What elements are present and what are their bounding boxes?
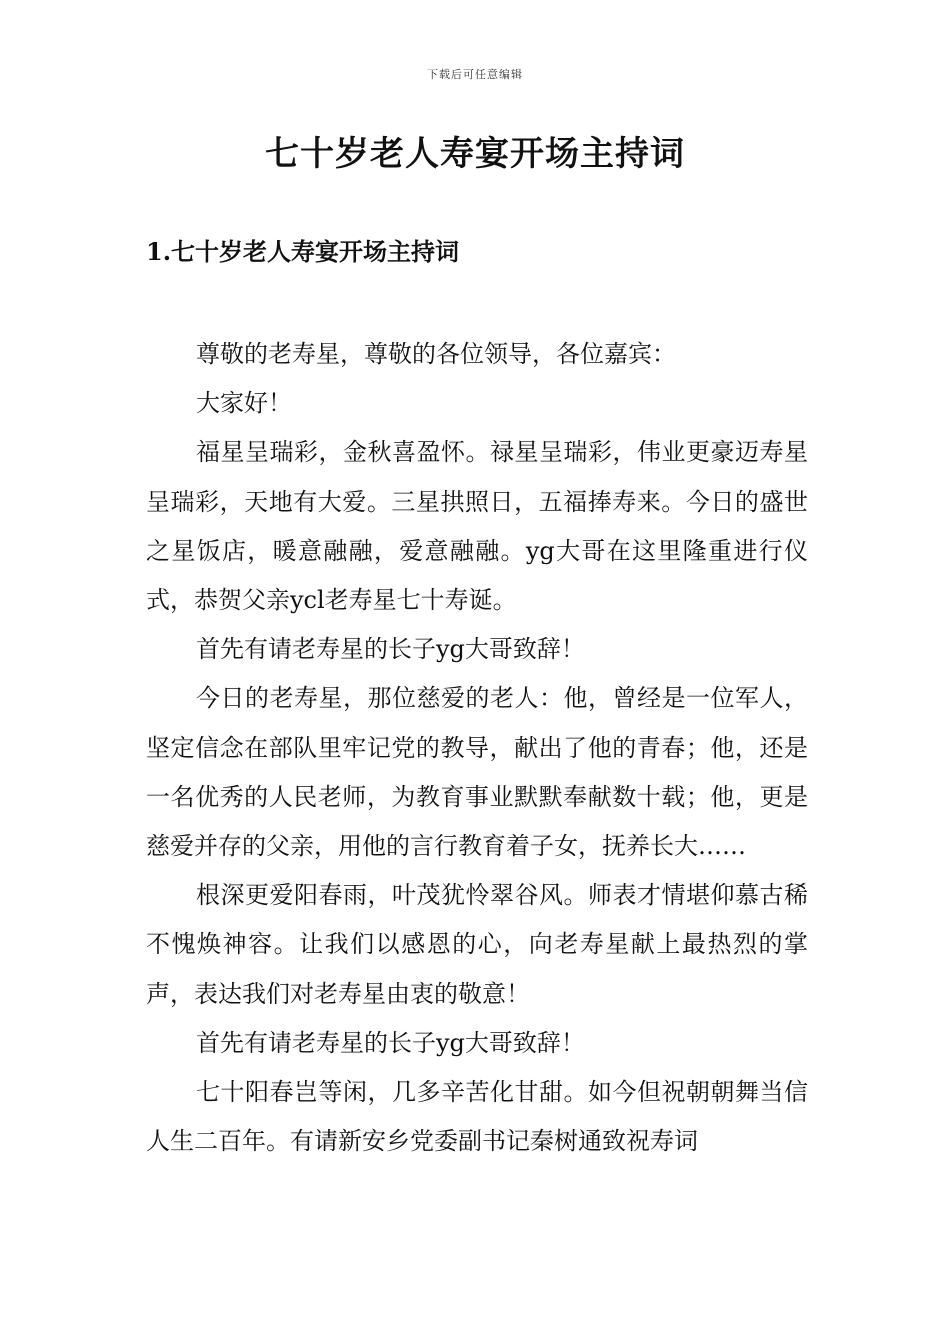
- paragraph-greeting: 尊敬的老寿星，尊敬的各位领导，各位嘉宾：: [196, 340, 676, 368]
- paragraph-invite-son: 首先有请老寿星的长子yg大哥致辞！: [196, 635, 585, 664]
- section-heading: 1.七十岁老人寿宴开场主持词: [146, 237, 460, 266]
- header-note: 下载后可任意编辑: [427, 68, 523, 81]
- document-body: [146, 330, 808, 1166]
- paragraph-blessing: 福星呈瑞彩，金秋喜盈怀。禄星呈瑞彩，伟业更豪迈寿星呈瑞彩，天地有大爱。三星拱照日，五福捧寿来。今日的盛世之星饭店，暖意融融，爱意融融。yg大哥在这里隆重进行仪式，恭贺父亲ycl老寿星七十寿诞。: [146, 438, 808, 615]
- paragraph-applause: 根深更爱阳春雨，叶茂犹怜翠谷风。师表才情堪仰慕古稀不愧焕神容。让我们以感恩的心，向老寿星献上最热烈的掌声，表达我们对老寿星由衷的敬意！: [146, 881, 808, 1008]
- paragraph-invite-son-again: 首先有请老寿星的长子yg大哥致辞！: [196, 1028, 585, 1057]
- document-title: 七十岁老人寿宴开场主持词: [265, 134, 685, 174]
- paragraph-invite-secretary: 七十阳春岂等闲，几多辛苦化甘甜。如今但祝朝朝舞当信人生二百年。有请新安乡党委副书记秦树通致祝寿词: [146, 1078, 808, 1156]
- paragraph-hello: 大家好！: [196, 389, 292, 418]
- paragraph-biography: 今日的老寿星，那位慈爱的老人：他，曾经是一位军人，坚定信念在部队里牢记党的教导，献出了他的青春；他，还是一名优秀的人民老师，为教育事业默默奉献数十载；他，更是慈爱并存的父亲，用他的言行教育着子女，抚养长大……: [146, 684, 808, 861]
